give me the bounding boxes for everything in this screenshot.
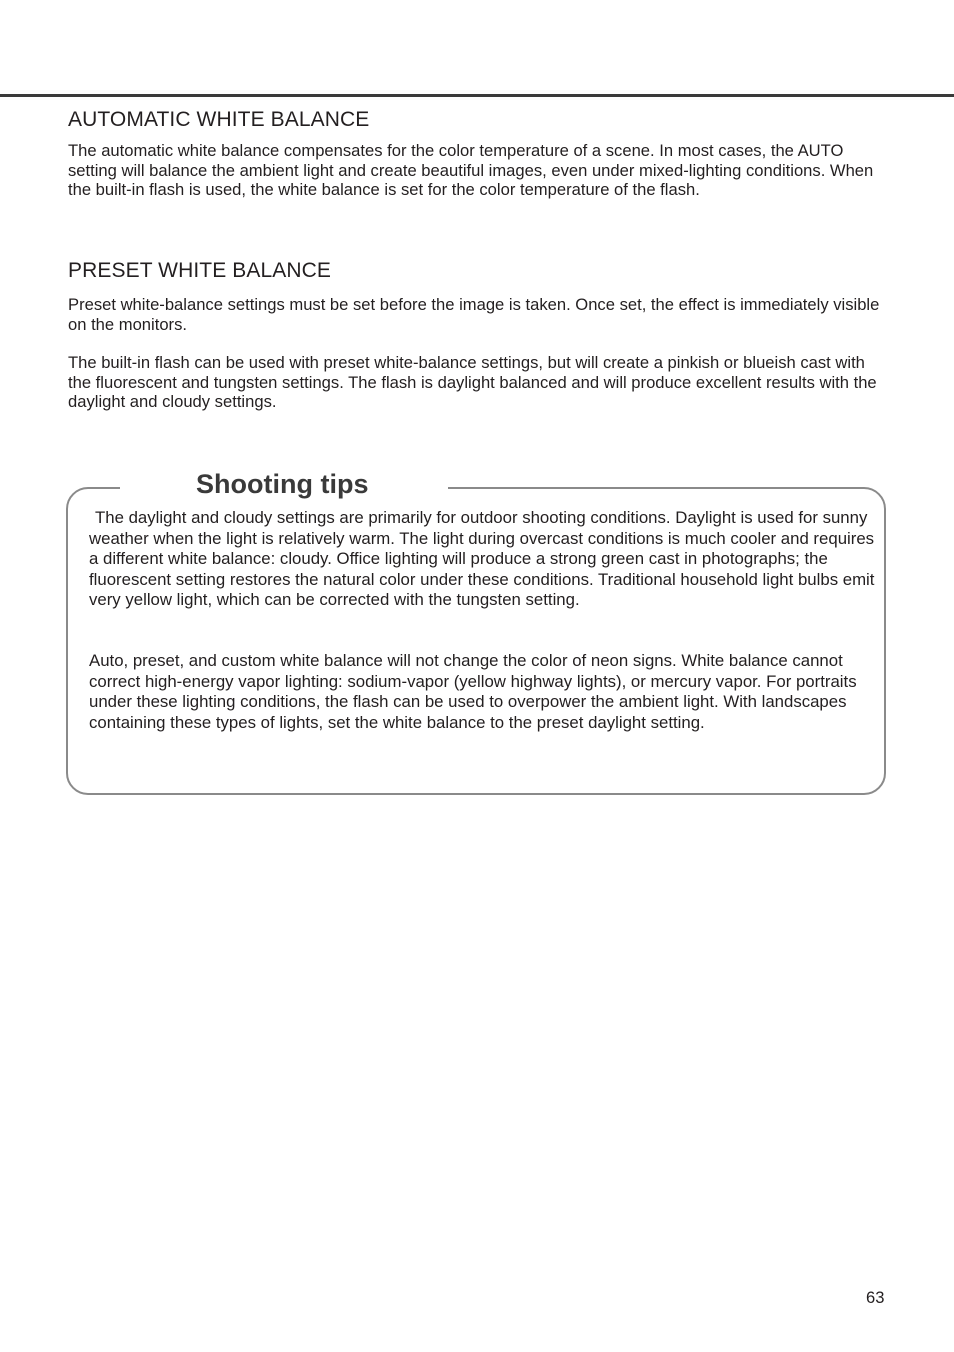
shooting-tips-paragraph-1: The daylight and cloudy settings are primarily for outdoor shooting conditions. Daylight is used for sunny weather when the light is relatively warm. The light during overcast conditions is much cooler and requires a different white balance: cloudy. Office lighting will produce a strong green cast in photographs; the fluorescent setting restores the natural color under these conditions. Traditional household light bulbs emit very yellow light, which can be corrected with the tungsten setting. <box>89 508 875 610</box>
preset-white-balance-paragraph-2: The built-in flash can be used with preset white-balance settings, but will create a pinkish or blueish cast with the fluorescent and tungsten settings. The flash is daylight balanced and will produce excellent results with the daylight and cloudy settings. <box>68 353 877 411</box>
page-number: 63 <box>866 1288 885 1307</box>
shooting-tips-paragraph-2: Auto, preset, and custom white balance will not change the color of neon signs. White balance cannot correct high-energy vapor lighting: sodium-vapor (yellow highway lights), or mercury vapor. For portraits under these lighting conditions, the flash can be used to overpower the ambient light. With landscapes containing these types of lights, set the white balance to the preset daylight setting. <box>89 651 857 732</box>
preset-white-balance-heading: PRESET WHITE BALANCE <box>68 259 332 282</box>
header-rule <box>0 94 954 97</box>
shooting-tips-title: Shooting tips <box>196 469 369 499</box>
auto-white-balance-heading: AUTOMATIC WHITE BALANCE <box>68 108 370 131</box>
auto-white-balance-paragraph: The automatic white balance compensates for the color temperature of a scene. In most cases, the AUTO setting will balance the ambient light and create beautiful images, even under mixed-lighting conditions. When the built-in flash is used, the white balance is set for the color temperature of the flash. <box>68 141 874 199</box>
preset-white-balance-paragraph-1: Preset white-balance settings must be set before the image is taken. Once set, the effect is immediately visible on the monitors. <box>68 295 880 334</box>
